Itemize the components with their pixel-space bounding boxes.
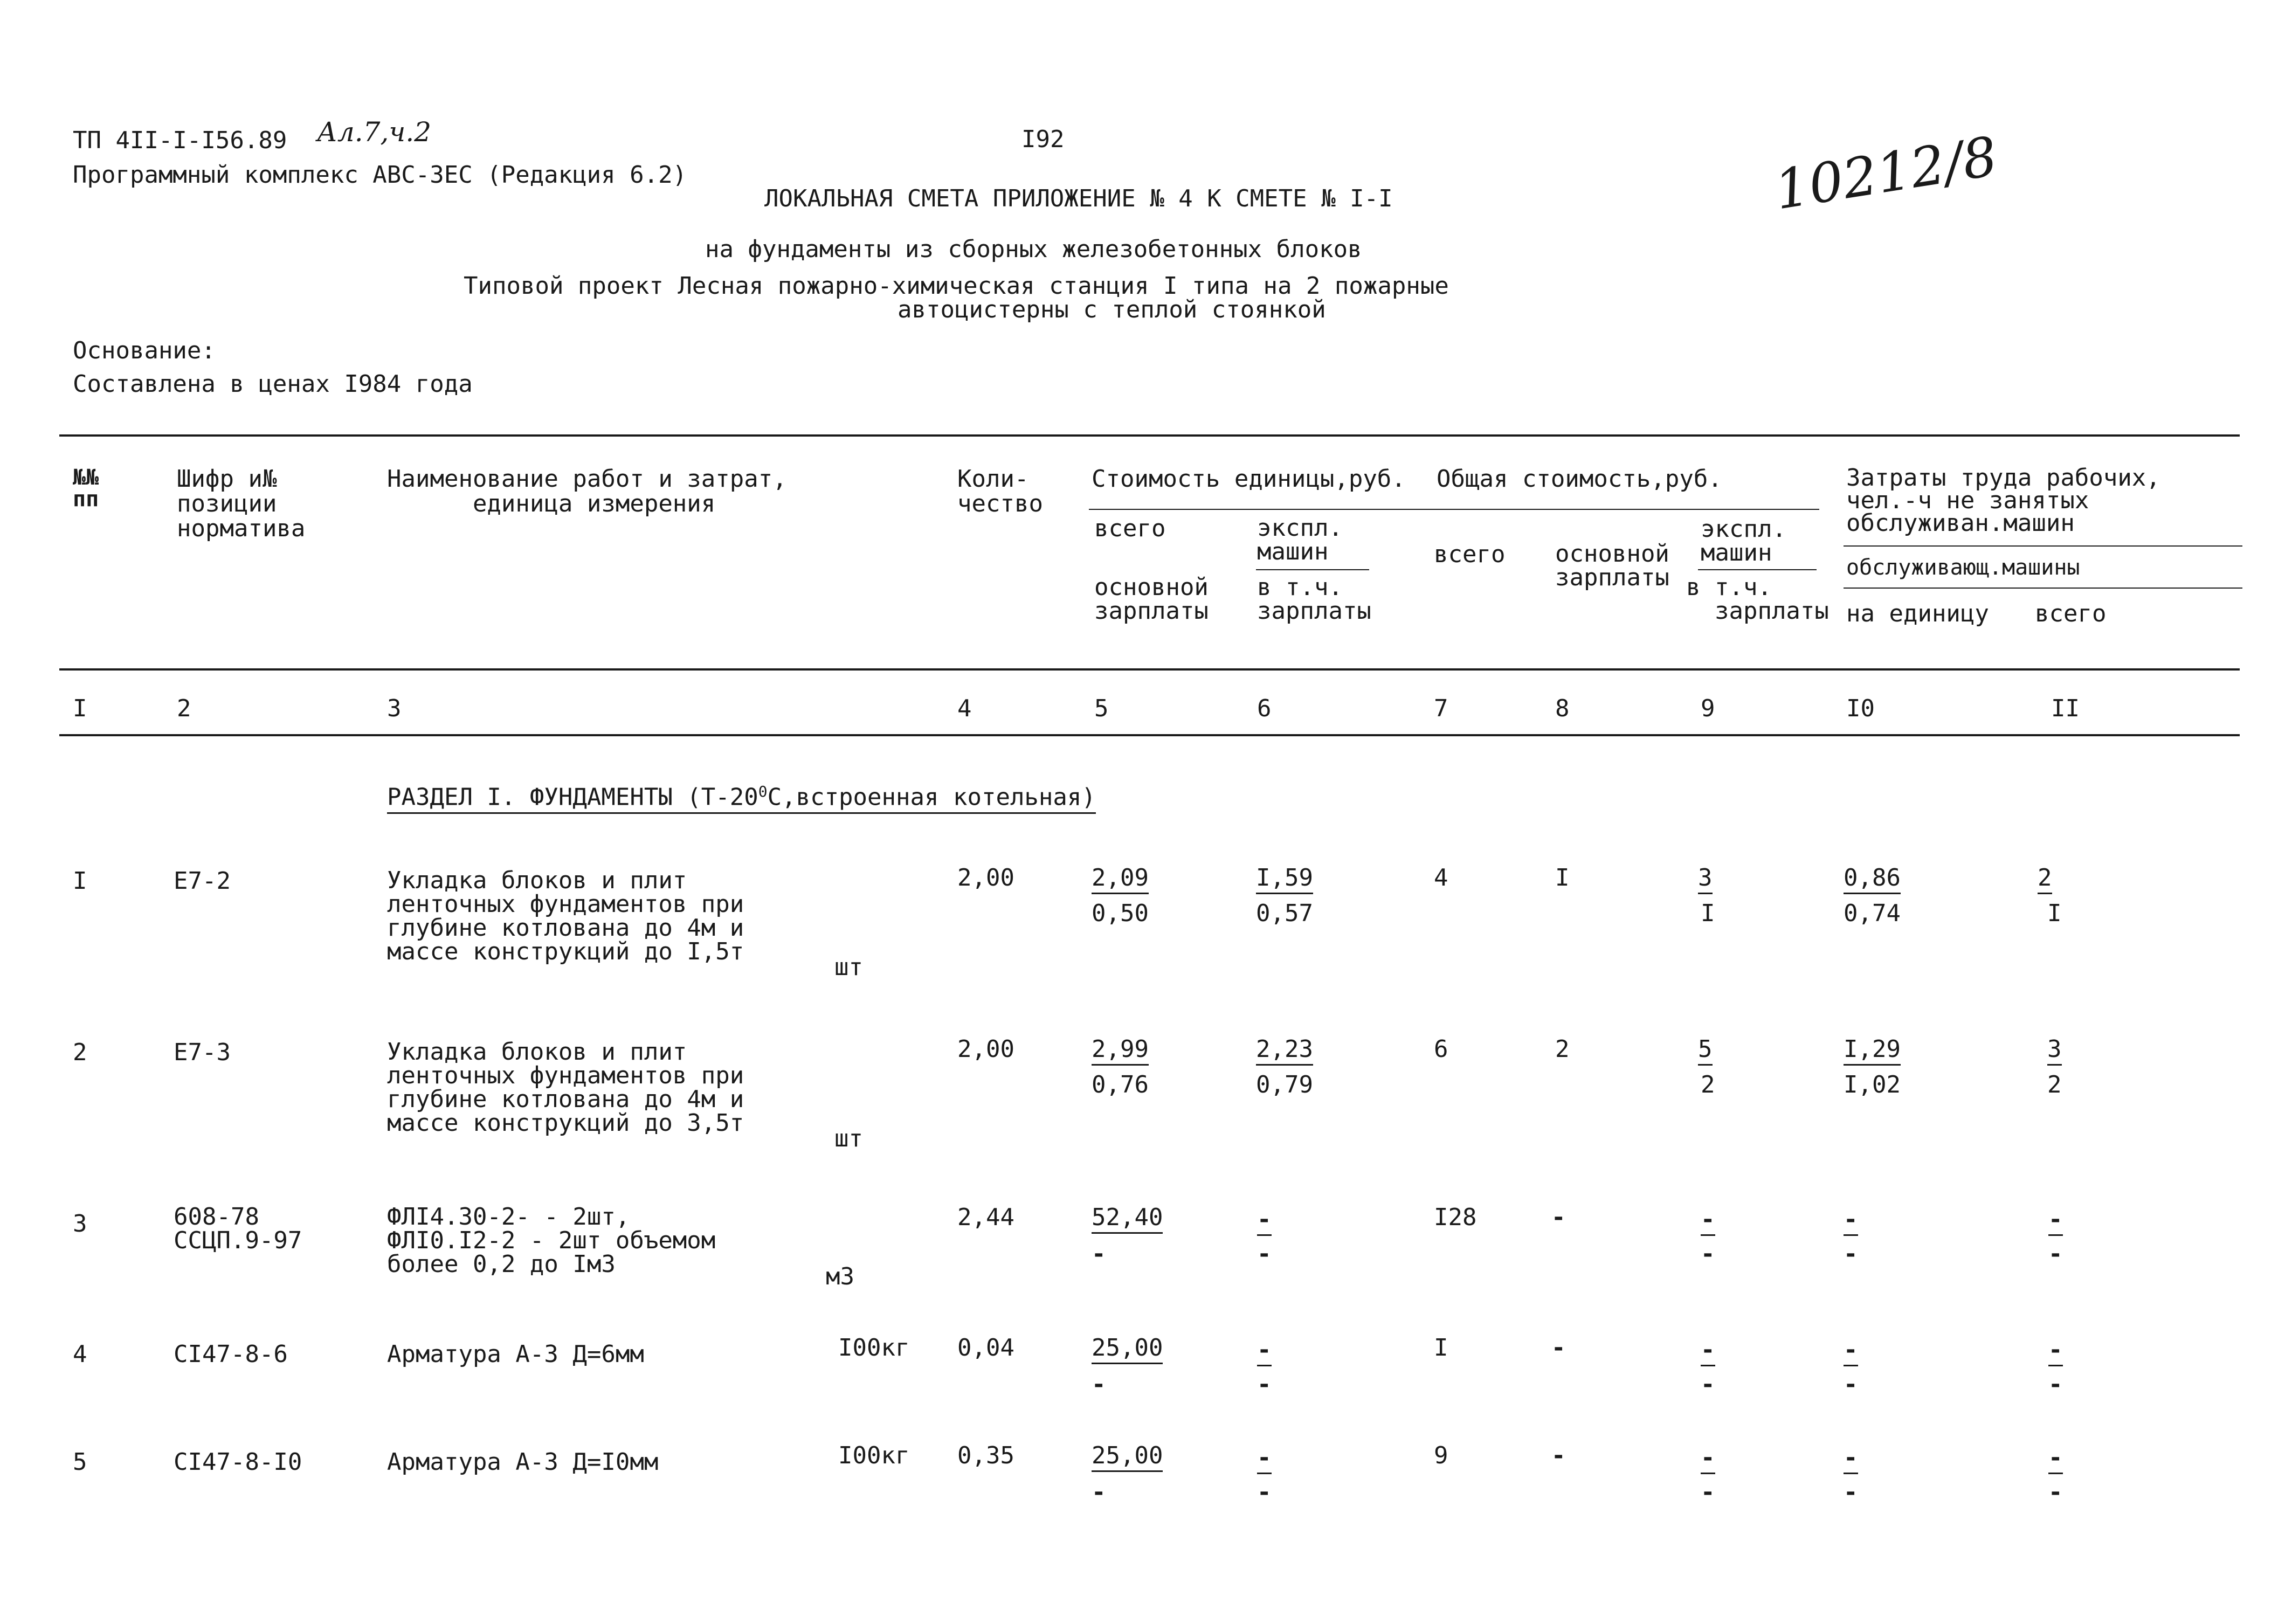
labor-per-unit: I,29	[1844, 1037, 1901, 1066]
total-cost-header: Общая стоимость,руб.	[1437, 465, 1722, 493]
servicing-header: обслуживающ.машины	[1846, 555, 2080, 580]
unit-cost-machines: -	[1257, 1446, 1272, 1474]
total-machine-wage: 2	[1701, 1071, 1715, 1098]
total-cost: 9	[1434, 1442, 1448, 1469]
col2-header: Шифр и№ позиции норматива	[177, 465, 306, 542]
labor-per-unit-servicing: -	[1844, 1478, 1858, 1506]
labor-total: 2	[2038, 866, 2052, 894]
unit-cost-total: 52,40	[1092, 1205, 1163, 1234]
row-number: I	[73, 867, 87, 895]
software-line: Программный комплекс АВС-3ЕС (Редакция 6.2)	[73, 161, 687, 189]
work-name: Арматура А-3 Д=6мм	[387, 1340, 644, 1368]
row-number: 3	[73, 1210, 87, 1238]
total-cost: 4	[1434, 864, 1448, 892]
labor-per-unit: -	[1844, 1207, 1858, 1236]
unit-cost-base-wage: -	[1092, 1478, 1106, 1506]
colnum-6: 6	[1257, 695, 1272, 722]
labor-per-unit-servicing: 0,74	[1844, 900, 1901, 927]
vsego-7-header: всего	[1434, 541, 1506, 568]
colnum-5: 5	[1094, 695, 1109, 722]
unit-cost-total: 25,00	[1092, 1443, 1163, 1472]
mach-9-header: экспл. машин	[1701, 515, 1786, 566]
total-machine-wage: -	[1701, 1240, 1715, 1268]
unit-cost-total: 2,09	[1092, 866, 1149, 894]
colnum-7: 7	[1434, 695, 1448, 722]
total-machines: 3	[1698, 866, 1713, 894]
unit: шт	[834, 953, 863, 981]
basis-label: Основание:	[73, 337, 216, 364]
unit-cost-machine-wage: 0,79	[1256, 1071, 1313, 1098]
labor-total: -	[2048, 1207, 2063, 1236]
labor-total: -	[2048, 1338, 2063, 1366]
cost-subheader-rule	[1089, 509, 1819, 510]
colnum-9: 9	[1701, 695, 1715, 722]
labor-total-servicing: -	[2048, 1240, 2063, 1268]
norm-code: E7-2	[174, 867, 231, 895]
project-name-line2: автоцистерны с теплой стоянкой	[898, 296, 1326, 323]
col1-header: №№ пп	[73, 465, 99, 512]
col4-header: Коли- чество	[957, 465, 1043, 517]
total-machine-wage: -	[1701, 1478, 1715, 1506]
work-name: ФЛI4.30-2- - 2шт, ФЛI0.I2-2 - 2шт объемом более 0,2 до Iм3	[387, 1203, 716, 1278]
unit-cost-total: 25,00	[1092, 1336, 1163, 1364]
per-unit-header: на единицу	[1846, 600, 1989, 627]
colnum-3: 3	[387, 695, 402, 722]
col9-inner-rule	[1698, 569, 1817, 570]
unit-cost-machine-wage: 0,57	[1256, 900, 1313, 927]
total-base-wage: 2	[1555, 1035, 1570, 1063]
row-number: 2	[73, 1039, 87, 1066]
total-cost: I	[1434, 1334, 1448, 1362]
total-machines: -	[1701, 1207, 1715, 1236]
vsego-5-header: всего	[1094, 515, 1166, 542]
norm-code: 608-78 ССЦП.9-97	[174, 1203, 302, 1254]
quantity: 0,04	[957, 1334, 1014, 1362]
unit-cost-base-wage: -	[1092, 1240, 1106, 1268]
work-name: Укладка блоков и плит ленточных фундаментов при глубине котлована до 4м и массе конструкций до 3,5т	[387, 1038, 744, 1137]
labor-total-servicing: I	[2047, 900, 2062, 927]
labor-total-servicing: -	[2048, 1478, 2063, 1506]
handwritten-album-note: Ал.7,ч.2	[317, 116, 432, 148]
total-base-wage: -	[1551, 1442, 1566, 1469]
total-base-wage: I	[1555, 864, 1570, 892]
handwritten-register-number: 10212/8	[1770, 125, 2001, 222]
unit-cost-machine-wage: -	[1257, 1240, 1272, 1268]
colnum-1: I	[73, 695, 87, 722]
section-title: РАЗДЕЛ I. ФУНДАМЕНТЫ ($Т-20^0С,встроенная$ котельная)	[387, 779, 1096, 814]
total-machines: -	[1701, 1446, 1715, 1474]
labor-header: Затраты труда рабочих, чел.-ч не занятых обслуживан.машин	[1846, 464, 2160, 537]
quantity: 2,00	[957, 1035, 1014, 1063]
servicing-rule	[1844, 588, 2242, 589]
osn-8-header: основной зарплаты	[1555, 540, 1669, 591]
vtch-9-header: в т.ч. зарплаты	[1686, 573, 1829, 625]
colnum-2: 2	[177, 695, 191, 722]
col6-inner-rule	[1256, 569, 1369, 570]
labor-per-unit-servicing: -	[1844, 1240, 1858, 1268]
labor-total: -	[2048, 1446, 2063, 1474]
total-base-wage: -	[1551, 1204, 1566, 1231]
unit-cost-total: 2,99	[1092, 1037, 1149, 1066]
total-machine-wage: I	[1701, 900, 1715, 927]
unit-cost-machines: I,59	[1256, 866, 1313, 894]
table-top-rule	[59, 434, 2240, 437]
project-code: ТП 4II-I-I56.89	[73, 127, 287, 154]
norm-code: E7-3	[174, 1039, 231, 1066]
unit: I00кг	[838, 1442, 910, 1469]
unit-cost-base-wage: 0,50	[1092, 900, 1149, 927]
estimate-subtitle: на фундаменты из сборных железобетонных блоков	[705, 236, 1362, 263]
labor-total-servicing: -	[2048, 1371, 2063, 1398]
total-machine-wage: -	[1701, 1371, 1715, 1398]
total-machines: 5	[1698, 1037, 1713, 1066]
labor-per-unit-servicing: I,02	[1844, 1071, 1901, 1098]
col3-header: Наименование работ и затрат, единица измерения	[387, 465, 787, 517]
norm-code: CI47-8-6	[174, 1340, 288, 1368]
colnum-11: II	[2051, 695, 2080, 722]
row-number: 4	[73, 1340, 87, 1368]
colnum-10: I0	[1846, 695, 1875, 722]
labor-per-unit: -	[1844, 1446, 1858, 1474]
unit: м3	[826, 1263, 854, 1290]
unit: I00кг	[838, 1334, 910, 1362]
vtch-6-header: в т.ч. зарплаты	[1257, 573, 1371, 625]
unit-cost-base-wage: -	[1092, 1371, 1106, 1398]
colnum-8: 8	[1555, 695, 1570, 722]
total-cost: 6	[1434, 1035, 1448, 1063]
labor-per-unit: -	[1844, 1338, 1858, 1366]
labor-per-unit: 0,86	[1844, 866, 1901, 894]
unit: шт	[834, 1125, 863, 1152]
unit-cost-machine-wage: -	[1257, 1371, 1272, 1398]
unit-cost-machines: 2,23	[1256, 1037, 1313, 1066]
unit-cost-header: Стоимость единицы,руб.	[1092, 465, 1406, 493]
column-number-bottom-rule	[59, 734, 2240, 736]
total-base-wage: -	[1551, 1334, 1566, 1362]
norm-code: CI47-8-I0	[174, 1448, 302, 1476]
quantity: 2,44	[957, 1204, 1014, 1231]
total-machines: -	[1701, 1338, 1715, 1366]
unit-cost-machines: -	[1257, 1338, 1272, 1366]
work-name: Арматура А-3 Д=I0мм	[387, 1448, 659, 1476]
total-cost: I28	[1434, 1204, 1477, 1231]
price-level: Составлена в ценах I984 года	[73, 370, 473, 398]
column-number-top-rule	[59, 668, 2240, 671]
labor-total-servicing: 2	[2047, 1071, 2062, 1098]
labor-total: 3	[2047, 1037, 2062, 1066]
labor-subheader-rule	[1844, 545, 2242, 547]
unit-cost-machines: -	[1257, 1207, 1272, 1236]
vsego-11-header: всего	[2035, 600, 2107, 627]
osn-5-header: основной зарплаты	[1094, 573, 1209, 625]
row-number: 5	[73, 1448, 87, 1476]
unit-cost-machine-wage: -	[1257, 1478, 1272, 1506]
quantity: 0,35	[957, 1442, 1014, 1469]
work-name: Укладка блоков и плит ленточных фундаментов при глубине котлована до 4м и массе конструкций до I,5т	[387, 867, 744, 965]
unit-cost-base-wage: 0,76	[1092, 1071, 1149, 1098]
quantity: 2,00	[957, 864, 1014, 892]
colnum-4: 4	[957, 695, 972, 722]
labor-per-unit-servicing: -	[1844, 1371, 1858, 1398]
mach-6-header: экспл. машин	[1257, 514, 1343, 565]
estimate-title: ЛОКАЛЬНАЯ СМЕТА ПРИЛОЖЕНИЕ № 4 К СМЕТЕ № I-I	[764, 185, 1393, 212]
project-name-line1: Типовой проект Лесная пожарно-химическая станция I типа на 2 пожарные	[464, 272, 1449, 300]
page-number: I92	[1021, 126, 1065, 153]
